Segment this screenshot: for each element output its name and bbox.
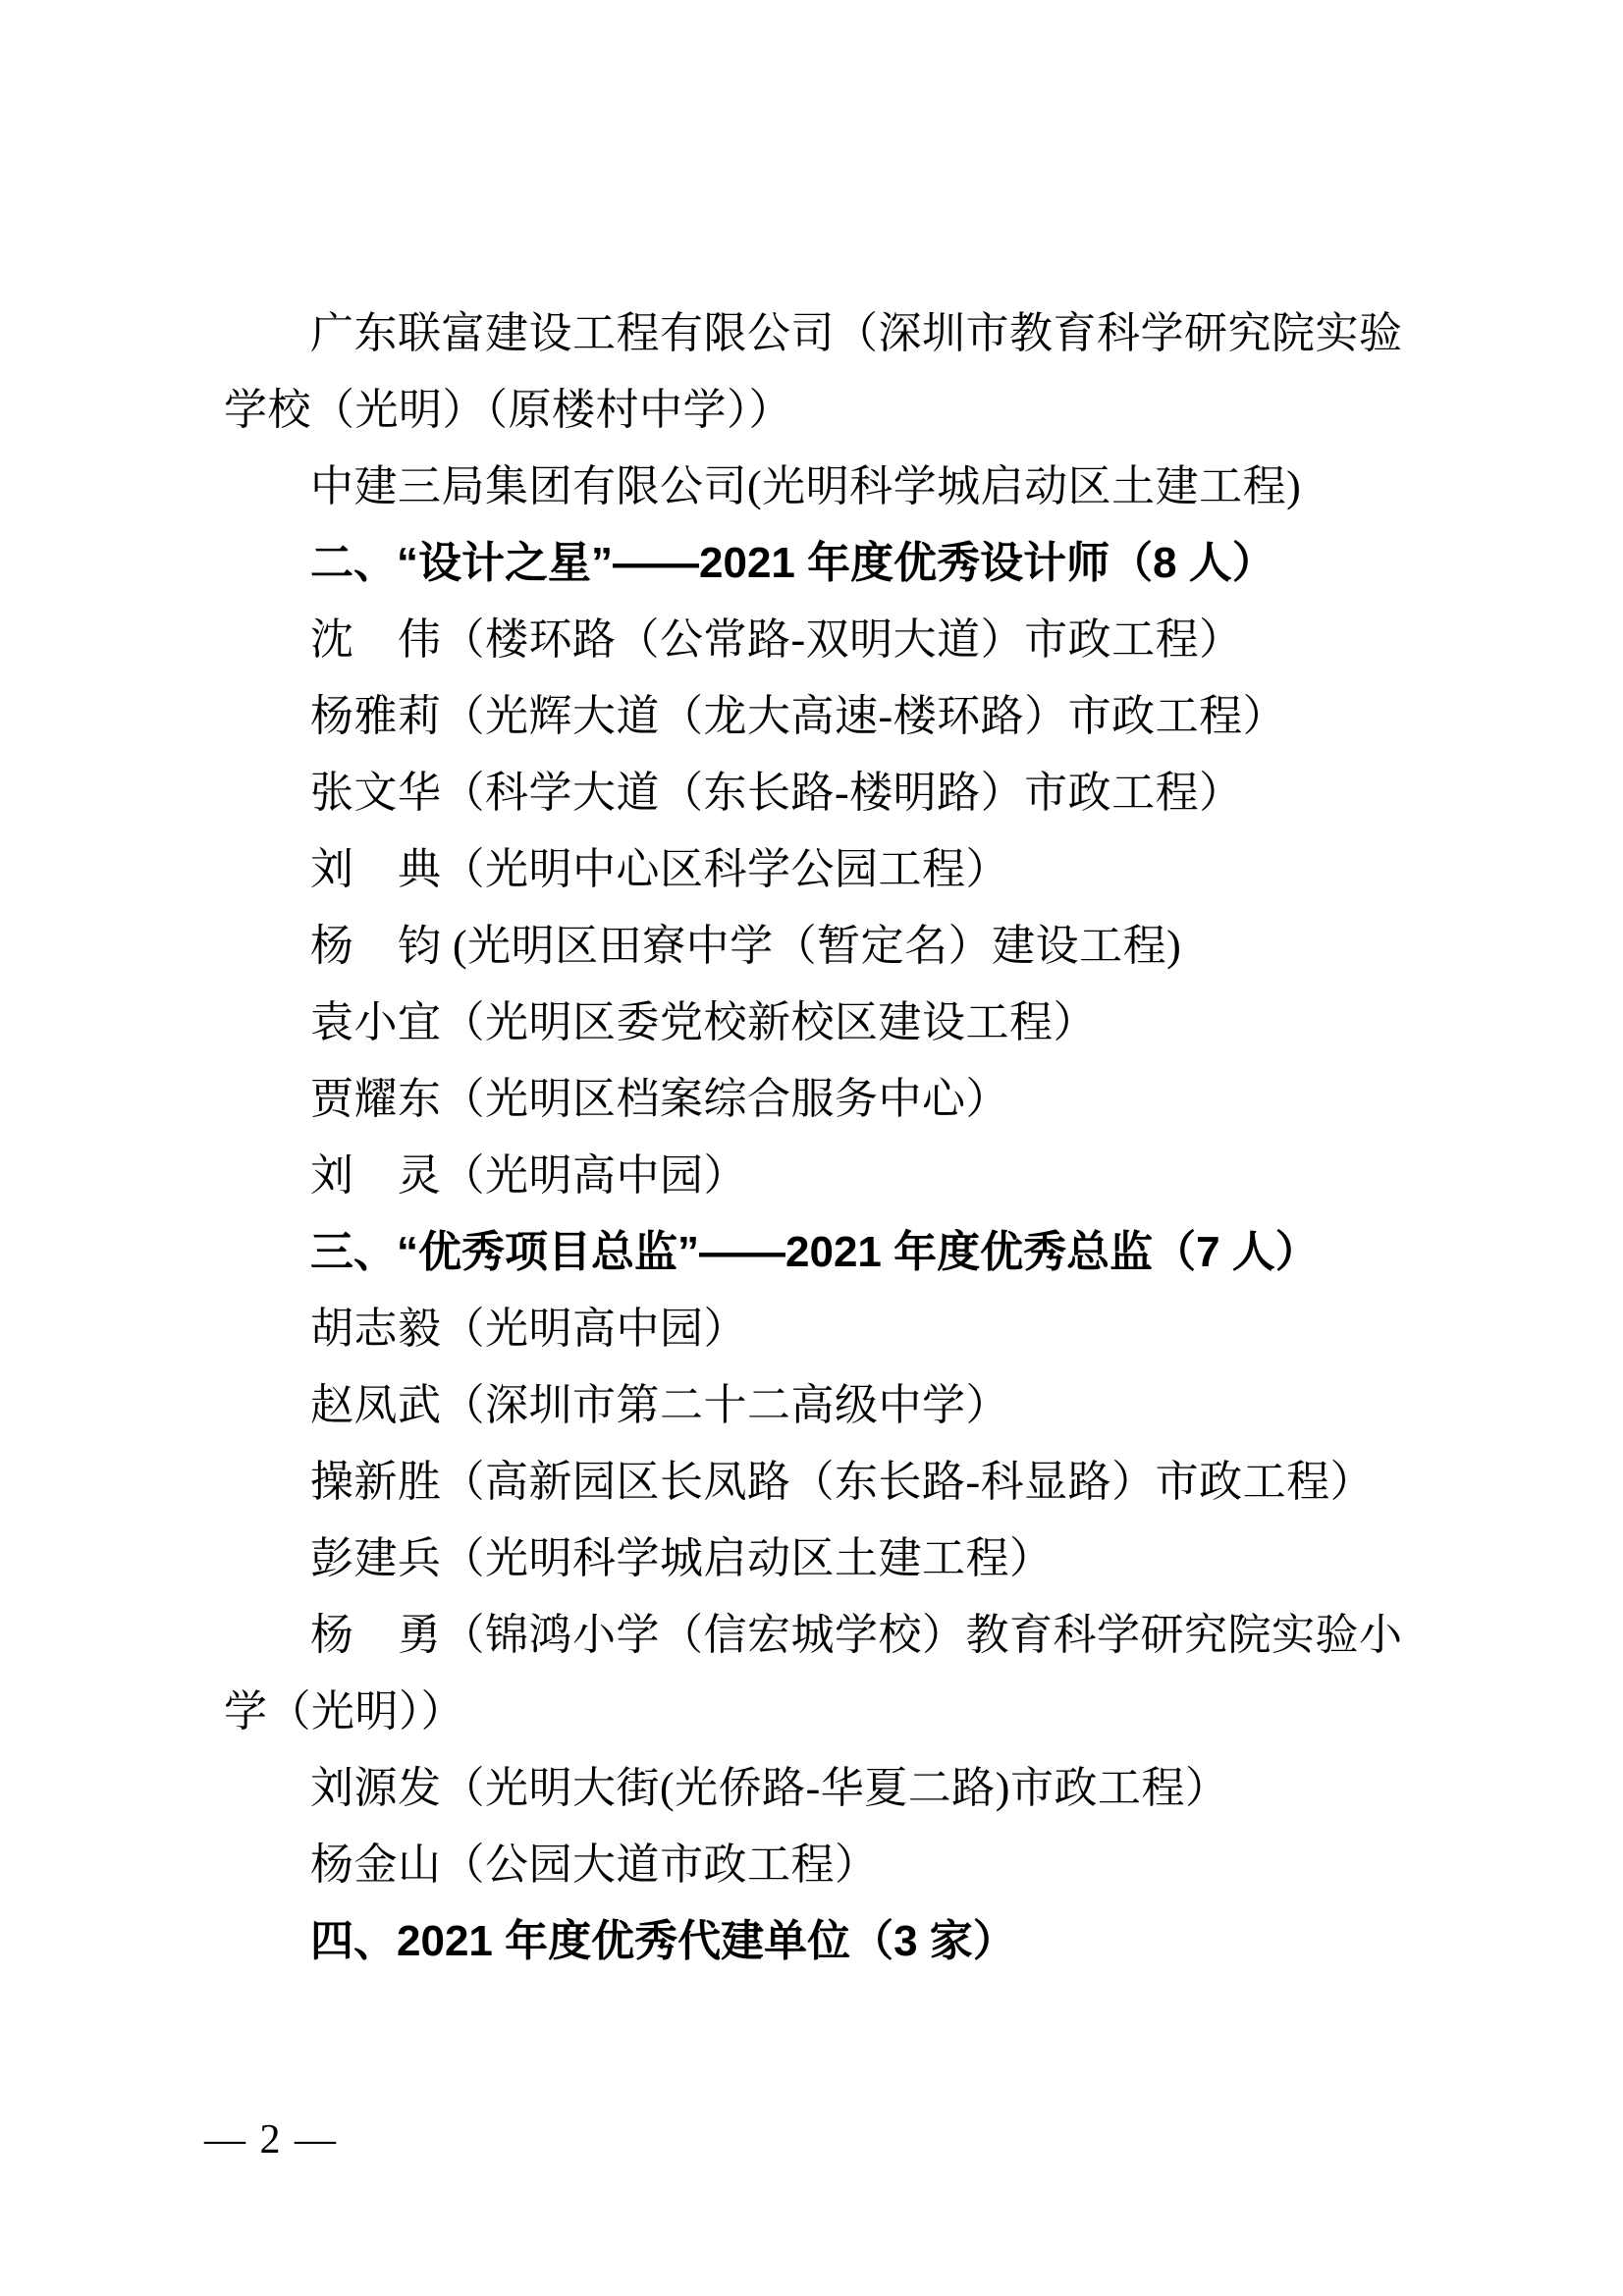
paragraph-awarded-company: 广东联富建设工程有限公司（深圳市教育科学研究院实验 [310,309,1403,357]
awardee-line: 袁小宜（光明区委党校新校区建设工程） [310,998,1097,1046]
page-number-footer: — 2 — [204,2117,338,2163]
awardee-line: 杨 钧 (光明区田寮中学（暂定名）建设工程) [310,922,1182,970]
awardee-line: 杨雅莉（光辉大道（龙大高速-楼环路）市政工程） [310,692,1287,740]
paragraph-awarded-company: 中建三局集团有限公司(光明科学城启动区土建工程) [310,462,1302,510]
section-heading-3: 三、“优秀项目总监”——2021 年度优秀总监（7 人） [310,1228,1319,1276]
paragraph-awarded-company-cont: 学校（光明）（原楼村中学）） [224,386,792,434]
awardee-line: 沈 伟（楼环路（公常路-双明大道）市政工程） [310,615,1243,664]
awardee-line: 赵凤武（深圳市第二十二高级中学） [310,1381,1009,1429]
awardee-line: 张文华（科学大道（东长路-楼明路）市政工程） [310,769,1243,817]
document-body [224,295,1412,1980]
awardee-line: 彭建兵（光明科学城启动区土建工程） [310,1534,1054,1582]
awardee-line: 杨 勇（锦鸿小学（信宏城学校）教育科学研究院实验小 [310,1611,1403,1659]
awardee-line: 刘 典（光明中心区科学公园工程） [310,845,1009,893]
awardee-line: 胡志毅（光明高中园） [310,1305,747,1353]
awardee-line-cont: 学（光明）） [224,1687,464,1735]
awardee-line: 操新胜（高新园区长凤路（东长路-科显路）市政工程） [310,1458,1375,1506]
awardee-line: 贾耀东（光明区档案综合服务中心） [310,1075,1009,1123]
section-heading-4: 四、2021 年度优秀代建单位（3 家） [310,1917,1016,1965]
awardee-line: 杨金山（公园大道市政工程） [310,1841,879,1889]
awardee-line: 刘 灵（光明高中园） [310,1151,747,1200]
section-heading-2: 二、“设计之星”——2021 年度优秀设计师（8 人） [310,539,1275,587]
awardee-line: 刘源发（光明大街(光侨路-华夏二路)市政工程） [310,1764,1229,1812]
